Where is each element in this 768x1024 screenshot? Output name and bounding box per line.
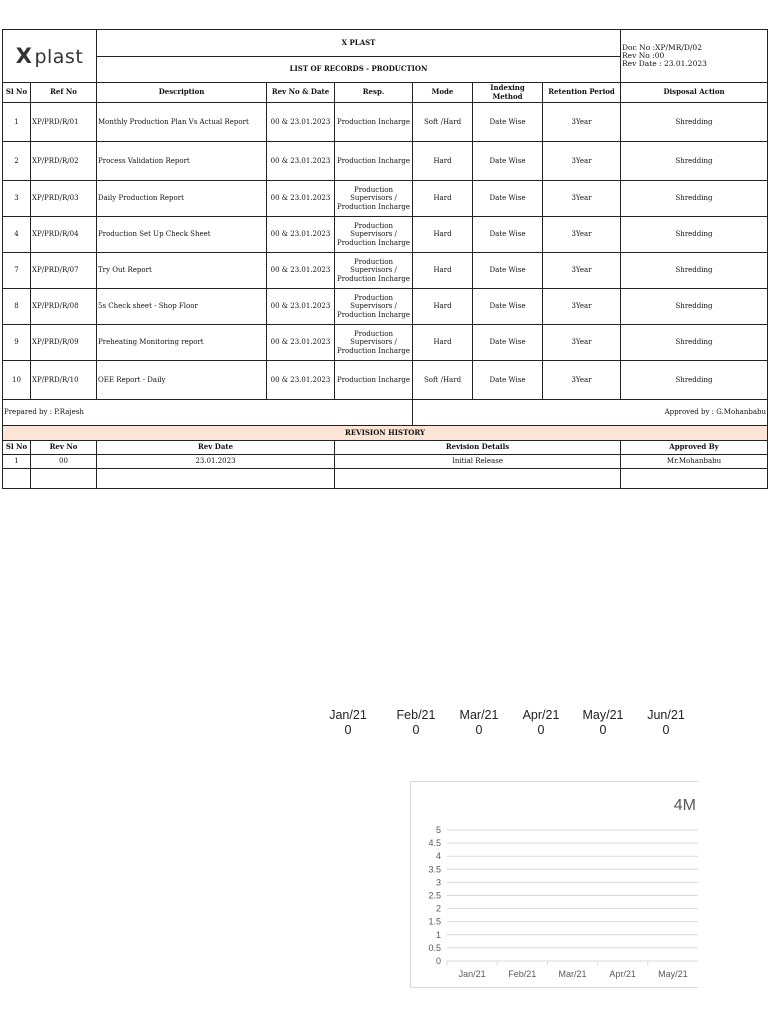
table-row bbox=[3, 325, 768, 361]
table-cell: XP/PRD/R/07 bbox=[31, 253, 97, 289]
table-cell: Production Supervisors / Production Incharge bbox=[335, 253, 413, 289]
column-header: Description bbox=[97, 83, 267, 103]
table-cell: Mr.Mohanbabu bbox=[621, 455, 768, 469]
month-value: 0 bbox=[599, 723, 607, 737]
table-row bbox=[3, 253, 768, 289]
table-cell: Shredding bbox=[621, 181, 768, 217]
table-cell bbox=[97, 469, 335, 489]
y-tick-label: 3 bbox=[435, 877, 441, 888]
table-row bbox=[3, 181, 768, 217]
prepared-by: Prepared by : P.Rajesh bbox=[3, 400, 413, 426]
table-cell: Date Wise bbox=[473, 253, 543, 289]
table-cell: Date Wise bbox=[473, 361, 543, 400]
y-tick-label: 1 bbox=[435, 929, 441, 940]
table-cell bbox=[621, 469, 768, 489]
column-header: Mode bbox=[413, 83, 473, 103]
table-cell: 3Year bbox=[543, 142, 621, 181]
table-cell: 4 bbox=[3, 217, 31, 253]
table-cell: Soft /Hard bbox=[413, 103, 473, 142]
table-cell: 3Year bbox=[543, 217, 621, 253]
table-cell: Shredding bbox=[621, 217, 768, 253]
month-label: Apr/21 bbox=[522, 708, 560, 722]
table-cell: Production Set Up Check Sheet bbox=[97, 217, 267, 253]
table-cell: 00 & 23.01.2023 bbox=[267, 142, 335, 181]
table-cell: 3Year bbox=[543, 103, 621, 142]
month-value: 0 bbox=[344, 723, 352, 737]
table-cell: Hard bbox=[413, 289, 473, 325]
table-cell: Shredding bbox=[621, 253, 768, 289]
month-label: May/21 bbox=[582, 708, 624, 722]
table-cell: Date Wise bbox=[473, 217, 543, 253]
column-header: Resp. bbox=[335, 83, 413, 103]
table-cell: Date Wise bbox=[473, 325, 543, 361]
table-cell: Production Supervisors / Production Incharge bbox=[335, 289, 413, 325]
column-header: Sl No bbox=[3, 441, 31, 455]
table-cell: 00 bbox=[31, 455, 97, 469]
table-cell: 3 bbox=[3, 181, 31, 217]
month-summary-item bbox=[511, 708, 571, 737]
table-cell: 2 bbox=[3, 142, 31, 181]
x-tick-label: Jan/21 bbox=[458, 969, 486, 979]
table-cell: 3Year bbox=[543, 361, 621, 400]
table-cell: Hard bbox=[413, 325, 473, 361]
document-subtitle: LIST OF RECORDS - PRODUCTION bbox=[97, 57, 621, 83]
table-cell: Preheating Monitoring report bbox=[97, 325, 267, 361]
month-summary bbox=[318, 708, 698, 744]
table-cell bbox=[335, 469, 621, 489]
table-cell: XP/PRD/R/08 bbox=[31, 289, 97, 325]
table-cell: 3Year bbox=[543, 181, 621, 217]
table-cell: 1 bbox=[3, 103, 31, 142]
month-value: 0 bbox=[412, 723, 420, 737]
table-cell: Soft /Hard bbox=[413, 361, 473, 400]
table-cell: 8 bbox=[3, 289, 31, 325]
table-cell: Date Wise bbox=[473, 181, 543, 217]
table-cell: 00 & 23.01.2023 bbox=[267, 103, 335, 142]
month-summary-item bbox=[449, 708, 509, 737]
y-tick-label: 2 bbox=[435, 903, 441, 914]
column-header: Rev Date bbox=[97, 441, 335, 455]
column-header: Retention Period bbox=[543, 83, 621, 103]
y-tick-label: 0.5 bbox=[428, 942, 441, 953]
table-cell: Try Out Report bbox=[97, 253, 267, 289]
table-row bbox=[3, 361, 768, 400]
table-cell: 10 bbox=[3, 361, 31, 400]
y-tick-label: 4.5 bbox=[428, 838, 441, 849]
month-summary-item bbox=[636, 708, 696, 737]
table-cell: Date Wise bbox=[473, 103, 543, 142]
table-cell bbox=[31, 469, 97, 489]
table-cell: Production Incharge bbox=[335, 103, 413, 142]
revision-history-title: REVISION HISTORY bbox=[3, 426, 768, 441]
table-cell: Production Incharge bbox=[335, 361, 413, 400]
table-cell: XP/PRD/R/03 bbox=[31, 181, 97, 217]
table-row-empty bbox=[3, 469, 768, 489]
table-cell: Monthly Production Plan Vs Actual Report bbox=[97, 103, 267, 142]
table-cell: Hard bbox=[413, 181, 473, 217]
table-cell: XP/PRD/R/01 bbox=[31, 103, 97, 142]
y-tick-label: 3.5 bbox=[428, 864, 441, 875]
table-cell bbox=[3, 469, 31, 489]
records-table bbox=[3, 83, 768, 400]
chart-title: 4M bbox=[673, 797, 696, 814]
table-cell: Hard bbox=[413, 217, 473, 253]
month-label: Mar/21 bbox=[459, 708, 499, 722]
table-cell: XP/PRD/R/04 bbox=[31, 217, 97, 253]
table-cell: XP/PRD/R/09 bbox=[31, 325, 97, 361]
month-value: 0 bbox=[475, 723, 483, 737]
month-value: 0 bbox=[537, 723, 545, 737]
month-summary-item bbox=[573, 708, 633, 737]
y-tick-label: 1.5 bbox=[428, 916, 441, 927]
x-logo-icon: X bbox=[15, 43, 33, 68]
table-row bbox=[3, 142, 768, 181]
doc-number: Doc No :XP/MR/D/02 bbox=[622, 42, 702, 52]
approved-by: Approved by : G.Mohanbabu bbox=[413, 400, 768, 426]
table-cell: Production Supervisors / Production Incharge bbox=[335, 181, 413, 217]
column-header: Rev No bbox=[31, 441, 97, 455]
table-cell: Daily Production Report bbox=[97, 181, 267, 217]
month-summary-item bbox=[386, 708, 446, 737]
company-title: X PLAST bbox=[97, 30, 621, 57]
table-cell: 3Year bbox=[543, 325, 621, 361]
table-cell: Shredding bbox=[621, 103, 768, 142]
table-cell: 00 & 23.01.2023 bbox=[267, 217, 335, 253]
x-tick-label: Mar/21 bbox=[558, 969, 587, 979]
column-header: Rev No & Date bbox=[267, 83, 335, 103]
table-cell: 00 & 23.01.2023 bbox=[267, 325, 335, 361]
table-cell: XP/PRD/R/02 bbox=[31, 142, 97, 181]
y-tick-label: 5 bbox=[435, 825, 441, 835]
table-cell: 5s Check sheet - Shop Floor bbox=[97, 289, 267, 325]
table-cell: Hard bbox=[413, 142, 473, 181]
table-cell: 7 bbox=[3, 253, 31, 289]
x-tick-label: May/21 bbox=[658, 969, 688, 979]
records-sheet bbox=[2, 29, 768, 489]
table-cell: 00 & 23.01.2023 bbox=[267, 361, 335, 400]
table-cell: 00 & 23.01.2023 bbox=[267, 181, 335, 217]
table-cell: Production Supervisors / Production Incharge bbox=[335, 217, 413, 253]
table-cell: 23.01.2023 bbox=[97, 455, 335, 469]
document-info bbox=[621, 30, 768, 83]
table-cell: 00 & 23.01.2023 bbox=[267, 289, 335, 325]
table-cell: 3Year bbox=[543, 289, 621, 325]
column-header: Ref No bbox=[31, 83, 97, 103]
table-cell: 3Year bbox=[543, 253, 621, 289]
table-cell: Hard bbox=[413, 253, 473, 289]
revision-history-table bbox=[3, 441, 768, 489]
table-cell: Shredding bbox=[621, 289, 768, 325]
table-cell: OEE Report - Daily bbox=[97, 361, 267, 400]
table-cell: Initial Release bbox=[335, 455, 621, 469]
column-header: Sl No bbox=[3, 83, 31, 103]
table-cell: Date Wise bbox=[473, 289, 543, 325]
table-cell: XP/PRD/R/10 bbox=[31, 361, 97, 400]
column-header: Indexing Method bbox=[473, 83, 543, 103]
table-cell: Shredding bbox=[621, 325, 768, 361]
x-tick-label: Apr/21 bbox=[609, 969, 636, 979]
revision-header-row bbox=[3, 441, 768, 455]
table-row bbox=[3, 103, 768, 142]
column-header: Revision Details bbox=[335, 441, 621, 455]
table-cell: 00 & 23.01.2023 bbox=[267, 253, 335, 289]
revision-number: Rev No :00 bbox=[622, 50, 665, 60]
table-cell: Production Supervisors / Production Incharge bbox=[335, 325, 413, 361]
x-tick-label: Feb/21 bbox=[508, 969, 537, 979]
table-cell: 1 bbox=[3, 455, 31, 469]
month-value: 0 bbox=[662, 723, 670, 737]
chart-4m bbox=[410, 781, 698, 988]
table-cell: Process Validation Report bbox=[97, 142, 267, 181]
y-tick-label: 0 bbox=[435, 956, 441, 966]
column-header: Disposal Action bbox=[621, 83, 768, 103]
month-label: Jan/21 bbox=[329, 708, 367, 722]
month-summary-item bbox=[318, 708, 378, 737]
table-cell: Production Incharge bbox=[335, 142, 413, 181]
logo-word: plast bbox=[34, 45, 84, 68]
column-header: Approved By bbox=[621, 441, 768, 455]
table-row bbox=[3, 289, 768, 325]
month-label: Jun/21 bbox=[647, 708, 685, 722]
revision-date: Rev Date : 23.01.2023 bbox=[622, 59, 707, 69]
table-cell: 9 bbox=[3, 325, 31, 361]
month-label: Feb/21 bbox=[396, 708, 436, 722]
y-tick-label: 2.5 bbox=[428, 890, 441, 901]
chart-plot bbox=[411, 782, 698, 987]
y-tick-label: 4 bbox=[435, 851, 441, 862]
records-header-row bbox=[3, 83, 768, 103]
table-row bbox=[3, 455, 768, 469]
table-cell: Shredding bbox=[621, 361, 768, 400]
table-cell: Shredding bbox=[621, 142, 768, 181]
table-row bbox=[3, 217, 768, 253]
table-cell: Date Wise bbox=[473, 142, 543, 181]
company-logo bbox=[3, 30, 97, 83]
